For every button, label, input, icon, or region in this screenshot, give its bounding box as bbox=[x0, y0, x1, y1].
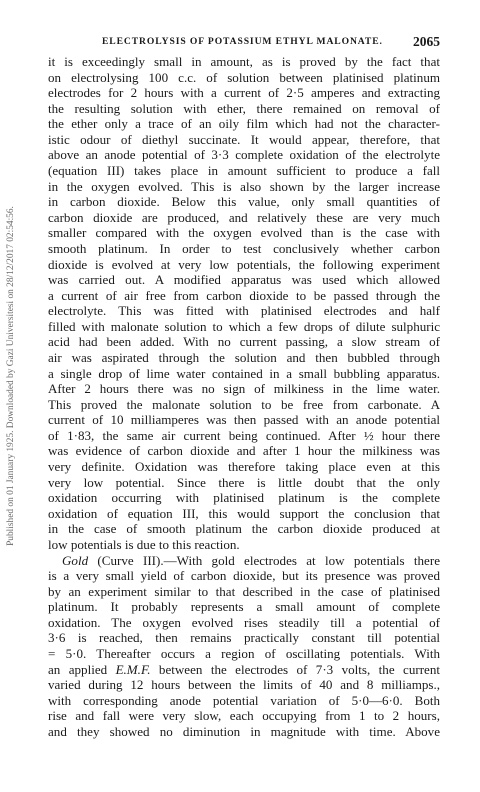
text-line: varied during 12 hours between the limits of 40 and 8 milliamps., bbox=[48, 677, 440, 693]
text-line: filled with malonate solution to which a few drops of dilute sulphuric bbox=[48, 318, 440, 334]
text-line: air was aspirated through the solution and then bubbled through bbox=[48, 349, 440, 365]
text-line: electrolyte. This was fitted with platinised electrodes and half bbox=[48, 303, 440, 319]
text-line: dioxide is evolved at very low potentials, the following experiment bbox=[48, 256, 440, 272]
text-line: 3·6 is reached, then remains practically constant till potential bbox=[48, 630, 440, 646]
text-line: it is exceedingly small in amount, as is proved by the fact that bbox=[48, 54, 440, 69]
text-line: with corresponding anode potential variation of 5·0—6·0. Both bbox=[48, 692, 440, 708]
text-line: oxidation of equation III, this would support the conclusion that bbox=[48, 505, 440, 521]
text-line: is a very small yield of carbon dioxide, but its presence was proved bbox=[48, 568, 440, 584]
text-line: This proved the malonate solution to be free from carbonate. A bbox=[48, 396, 440, 412]
text-line: in the oxygen evolved. This is also shown by the larger increase bbox=[48, 178, 440, 194]
text-line: on electrolysing 100 c.c. of solution between platinised platinum bbox=[48, 69, 440, 85]
text-line: and they showed no diminution in magnitude with time. Above bbox=[48, 723, 440, 739]
text-line: oxidation occurring with platinised platinum is the complete bbox=[48, 490, 440, 506]
text-line: smooth platinum. In order to test conclusively whether carbon bbox=[48, 240, 440, 256]
page-number: 2065 bbox=[413, 34, 440, 49]
text-line: Gold (Curve III).—With gold electrodes at low potentials there bbox=[62, 552, 440, 568]
text-line: the resulting solution with ether, there remained on removal of bbox=[48, 100, 440, 116]
running-head bbox=[48, 35, 440, 51]
text-line: in carbon dioxide. Below this value, only small quantities of bbox=[48, 194, 440, 210]
text-line: (equation III) takes place in amount sufficient to produce a fall bbox=[48, 163, 440, 179]
text-line: smaller compared with the oxygen evolved than is the case with bbox=[48, 225, 440, 241]
text-line: was carried out. A modified apparatus was used which allowed bbox=[48, 272, 440, 288]
text-line: carbon dioxide are produced, and relatively these are very much bbox=[48, 209, 440, 225]
text-line: of 1·83, the same air current being continued. After ½ hour there bbox=[48, 427, 440, 443]
text-line: oxidation. The oxygen evolved rises steadily till a potential of bbox=[48, 614, 440, 630]
text-line: platinum. It probably represents a small amount of complete bbox=[48, 599, 440, 615]
text-line: acid had been added. With no current passing, a slow stream of bbox=[48, 334, 440, 350]
text-line: After 2 hours there was no sign of milkiness in the lime water. bbox=[48, 381, 440, 397]
text-line: in the case of smooth platinum the carbon dioxide produced at bbox=[48, 521, 440, 537]
text-line: istic odour of diethyl succinate. It would appear, therefore, that bbox=[48, 131, 440, 147]
text-line: a single drop of lime water contained in a small bubbling apparatus. bbox=[48, 365, 440, 381]
text-line: current of 10 milliamperes was then passed with an anode potential bbox=[48, 412, 440, 428]
text-line: very definite. Oxidation was therefore taking place even at this bbox=[48, 459, 440, 475]
download-notice bbox=[5, 56, 17, 720]
text-line: above an anode potential of 3·3 complete oxidation of the electrolyte bbox=[48, 147, 440, 163]
text-line: was evidence of carbon dioxide and after 1 hour the milkiness was bbox=[48, 443, 440, 459]
text-line: by an experiment similar to that described in the case of platinised bbox=[48, 583, 440, 599]
text-line: low potentials is due to this reaction. bbox=[48, 536, 240, 552]
text-line: electrodes for 2 hours with a current of 2·5 amperes and extracting bbox=[48, 85, 440, 101]
text-line: very low potential. Since there is little doubt that the only bbox=[48, 474, 440, 490]
running-title: ELECTROLYSIS OF POTASSIUM ETHYL MALONATE. bbox=[102, 36, 383, 47]
text-line: rise and fall were very slow, each occupying from 1 to 2 hours, bbox=[48, 708, 440, 724]
download-notice-text: Published on 01 January 1925. Downloaded by Gazi Universitesi on 28/12/2017 02:54:56. bbox=[6, 206, 16, 546]
text-line: a current of air free from carbon dioxide to be passed through the bbox=[48, 287, 440, 303]
text-line: = 5·0. Thereafter occurs a region of oscillating potentials. With bbox=[48, 645, 440, 661]
text-line: an applied E.M.F. between the electrodes of 7·3 volts, the current bbox=[48, 661, 440, 677]
article-body bbox=[48, 54, 440, 739]
text-line: the ether only a trace of an oily film which had not the character- bbox=[48, 116, 440, 132]
